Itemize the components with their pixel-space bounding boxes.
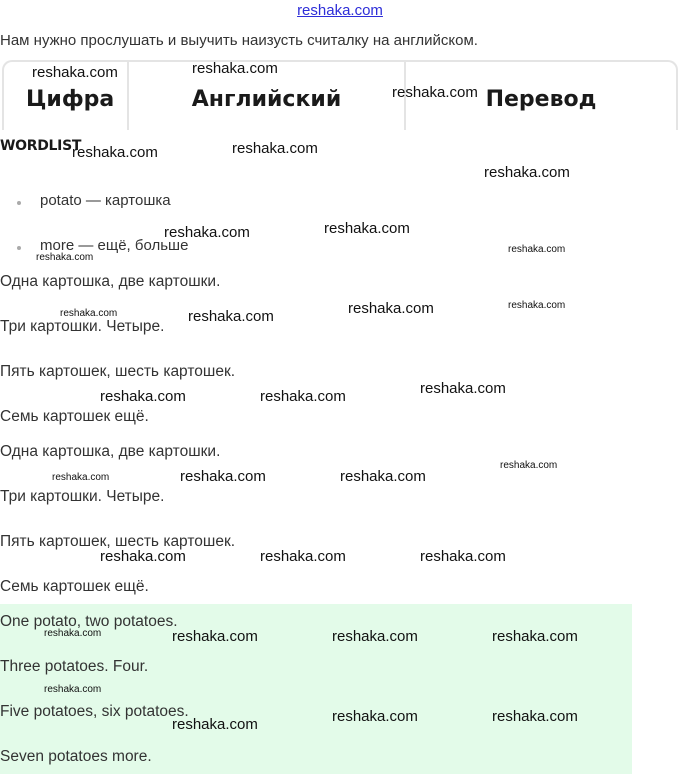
column-header-english: Английский — [129, 62, 406, 130]
watermark: reshaka.com — [100, 388, 186, 405]
poem-line-ru: Пять картошек, шесть картошек. — [0, 363, 236, 380]
watermark: reshaka.com — [44, 628, 102, 639]
watermark: reshaka.com — [188, 308, 274, 325]
watermark: reshaka.com — [492, 708, 578, 725]
watermark: reshaka.com — [420, 380, 506, 397]
poem-line-en: Seven potatoes more. — [0, 748, 152, 765]
poem-line-ru: Три картошки. Четыре. — [0, 488, 165, 505]
watermark: reshaka.com — [340, 468, 426, 485]
watermark: reshaka.com — [260, 388, 346, 405]
watermark: reshaka.com — [60, 308, 118, 319]
watermark: reshaka.com — [420, 548, 506, 565]
watermark: reshaka.com — [492, 628, 578, 645]
poem-line-ru: Пять картошек, шесть картошек. — [0, 533, 236, 550]
watermark: reshaka.com — [44, 684, 102, 695]
poem-line-en: Three potatoes. Four. — [0, 658, 149, 675]
wordlist-title: WORDLIST — [0, 138, 82, 154]
intro-text: Нам нужно прослушать и выучить наизусть считалку на английском. — [0, 32, 478, 49]
poem-line-en: One potato, two potatoes. — [0, 613, 178, 630]
watermark: reshaka.com — [332, 628, 418, 645]
column-header-translation: Перевод — [485, 86, 597, 112]
watermark: reshaka.com — [232, 140, 318, 157]
watermark: reshaka.com — [324, 220, 410, 237]
watermark: reshaka.com — [392, 84, 478, 101]
watermark: reshaka.com — [484, 164, 570, 181]
watermark: reshaka.com — [72, 144, 158, 161]
watermark: reshaka.com — [172, 716, 258, 733]
poem-line-ru: Одна картошка, две картошки. — [0, 273, 221, 290]
watermark: reshaka.com — [500, 460, 558, 471]
watermark: reshaka.com — [32, 64, 118, 81]
column-header-digit: Цифра — [4, 62, 129, 130]
watermark: reshaka.com — [180, 468, 266, 485]
poem-line-ru: Одна картошка, две картошки. — [0, 443, 221, 460]
wordlist-item: potato — картошка — [14, 192, 188, 237]
watermark: reshaka.com — [192, 60, 278, 77]
watermark: reshaka.com — [348, 300, 434, 317]
site-link[interactable]: reshaka.com — [297, 2, 383, 19]
wordlist-item: more — ещё, больше — [14, 237, 188, 282]
wordlist — [14, 192, 188, 282]
watermark: reshaka.com — [164, 224, 250, 241]
poem-line-ru: Семь картошек ещё. — [0, 578, 149, 595]
watermark: reshaka.com — [508, 244, 566, 255]
watermark: reshaka.com — [100, 548, 186, 565]
poem-line-en: Five potatoes, six potatoes. — [0, 703, 189, 720]
watermark: reshaka.com — [52, 472, 110, 483]
watermark: reshaka.com — [172, 628, 258, 645]
watermark: reshaka.com — [508, 300, 566, 311]
watermark: reshaka.com — [332, 708, 418, 725]
watermark: reshaka.com — [36, 252, 94, 263]
poem-line-ru: Три картошки. Четыре. — [0, 318, 165, 335]
poem-line-ru: Семь картошек ещё. — [0, 408, 149, 425]
watermark: reshaka.com — [260, 548, 346, 565]
